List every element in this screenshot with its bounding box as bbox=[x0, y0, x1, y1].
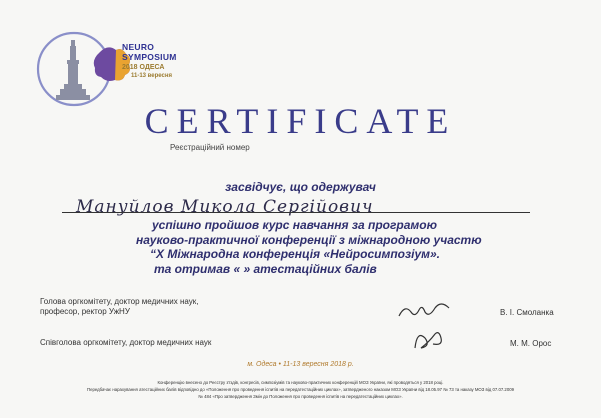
body-line: успішно пройшов курс навчання за програмою bbox=[152, 218, 437, 232]
logo-year-city: 2018 ОДЕСА bbox=[122, 64, 165, 71]
signatory-name-cochair: М. М. Орос bbox=[510, 339, 552, 348]
signatory-role-cochair: Співголова оргкомітету, доктор медичних наук bbox=[40, 338, 212, 347]
signature-cochair bbox=[405, 326, 455, 352]
footnote-line: Конференцію внесено до Реєстру з'їздів, конгресів, симпозіумів та науково-практичних конференцій МОЗ України, які проводяться у 2018 році. bbox=[157, 380, 444, 385]
registration-number-label: Реєстраційний номер bbox=[170, 143, 250, 152]
certifies-text: засвідчує, що одержувач bbox=[225, 180, 376, 194]
body-line: та отримав « » атестаційних балів bbox=[154, 261, 377, 276]
logo-dates: 11-13 вересня bbox=[131, 73, 173, 79]
name-underline bbox=[62, 212, 530, 213]
recipient-name: Мануйлов Микола Сергійович bbox=[76, 197, 374, 217]
footnote-line: № 484 «Про затвердження Змін до Положення про проведення іспитів на передатестаційних циклах». bbox=[198, 394, 403, 399]
body-line: “Х Міжнародна конференція «Нейросимпозіум». bbox=[150, 247, 441, 261]
place-and-date: м. Одеса • 11-13 вересня 2018 р. bbox=[247, 361, 354, 368]
footnote-line: Передбачає нарахування атестаційних балів відповідно до «Положення про проведення іспитів на передатестаційних циклах», затвердженого наказом МОЗ України від 18.05.97 № 73 та наказу МОЗ від 07.07.2009 bbox=[87, 387, 514, 392]
certificate-title: CERTIFICATE bbox=[144, 101, 457, 141]
logo-title: NEURO SYMPOSIUM bbox=[122, 42, 177, 62]
signatory-role-chair: Голова оргкомітету, доктор медичних наук, професор, ректор УжНУ bbox=[40, 297, 199, 316]
body-line: науково-практичної конференції з міжнародною участю bbox=[136, 232, 482, 247]
certificate-body bbox=[136, 218, 482, 276]
monument-icon bbox=[56, 40, 90, 100]
signatory-name-chair: В. І. Смоланка bbox=[500, 308, 554, 317]
signature-chair bbox=[395, 300, 455, 322]
